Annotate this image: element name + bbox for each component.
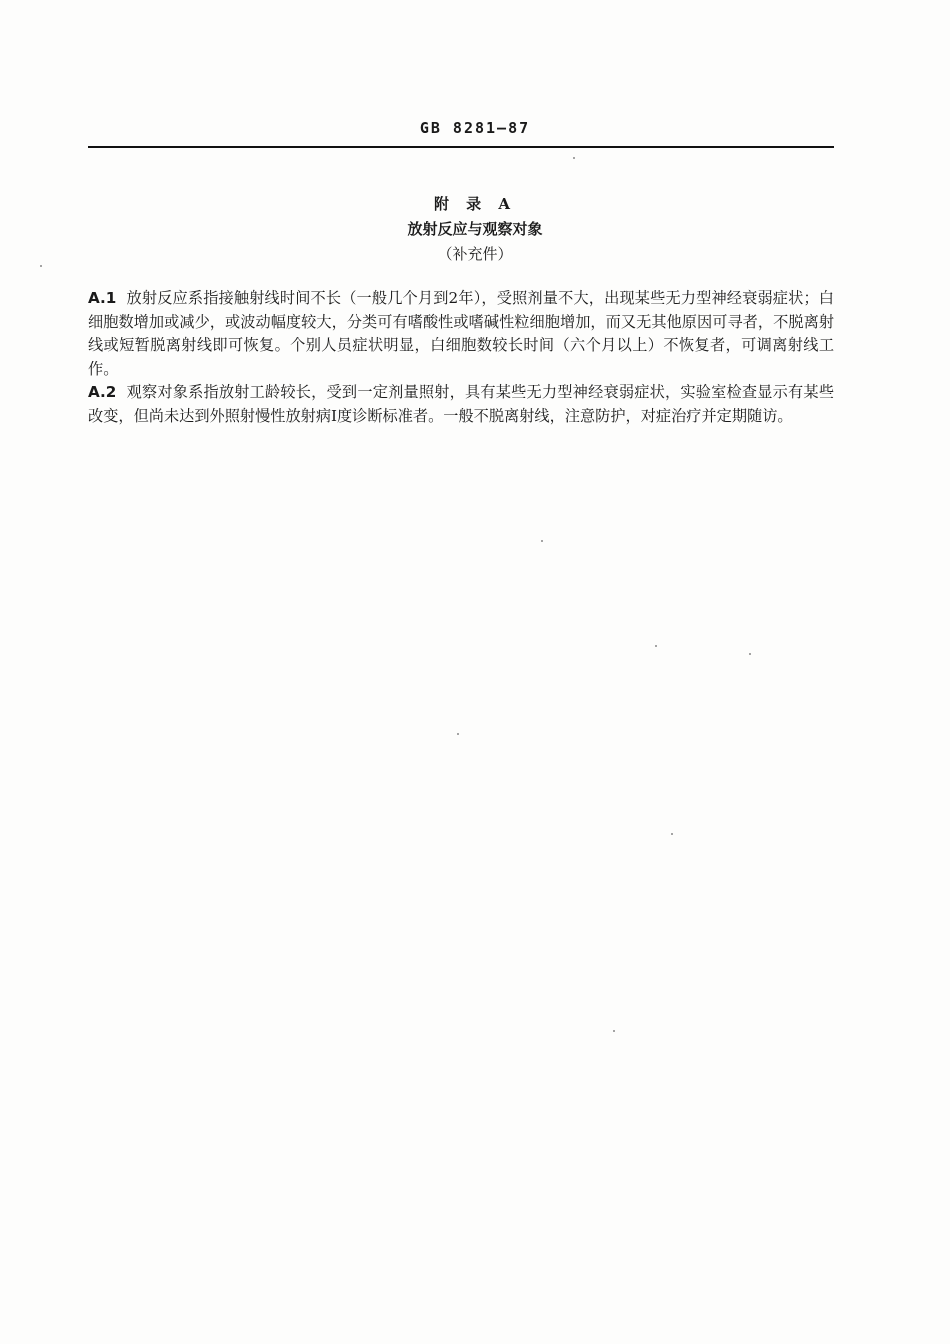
paragraph-text: 放射反应系指接触射线时间不长（一般几个月到2年），受照剂量不大，出现某些无力型神经衰弱症状；白细胞数增加或减少，或波动幅度较大，分类可有嗜酸性或嗜碱性粒细胞增加，而又无其他原因可寻者，不脱离射线或短暂脱离射线即可恢复。个别人员症状明显，白细胞数较长时间（六个月以上）不恢复者，可调离射线工作。	[88, 289, 834, 378]
scan-speck	[613, 1030, 615, 1032]
scan-speck	[573, 157, 575, 159]
appendix-label: 附 录 A	[433, 195, 517, 213]
paragraph-id: A.1	[88, 289, 117, 307]
scan-speck	[40, 265, 42, 267]
scan-speck	[655, 645, 657, 647]
paragraph-a2	[88, 381, 834, 428]
paragraph-text: 观察对象系指放射工龄较长，受到一定剂量照射，具有某些无力型神经衰弱症状，实验室检查显示有某些改变，但尚未达到外照射慢性放射病Ⅰ度诊断标准者。一般不脱离射线，注意防护，对症治疗并定期随访。	[88, 383, 834, 425]
scan-speck	[671, 833, 673, 835]
appendix-title: 放射反应与观察对象	[407, 220, 543, 238]
standard-code: GB 8281—87	[419, 119, 531, 137]
appendix-body	[88, 287, 834, 428]
scan-speck	[749, 653, 751, 655]
scan-speck	[457, 733, 459, 735]
appendix-subtitle: （补充件）	[437, 245, 513, 263]
header-rule	[88, 146, 834, 148]
scan-speck	[541, 540, 543, 542]
paragraph-id: A.2	[88, 383, 117, 401]
paragraph-a1	[88, 287, 834, 381]
